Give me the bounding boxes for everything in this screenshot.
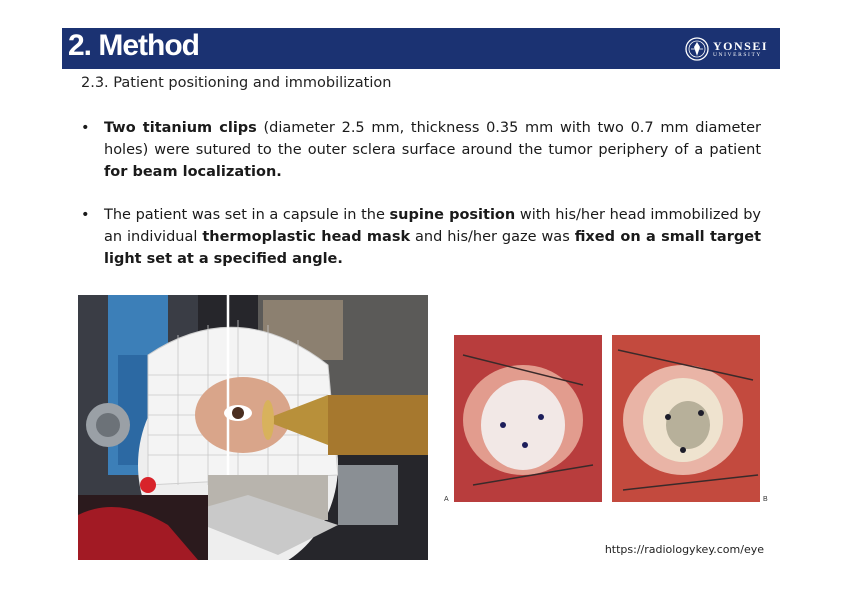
bold-text: for beam localization. <box>104 164 282 180</box>
bullet-dot: • <box>81 207 90 223</box>
slide-title: 2. Method <box>68 29 199 62</box>
bullet-item <box>81 117 761 183</box>
slide-header <box>62 28 780 69</box>
bullet-text: The patient was set in a capsule in the <box>104 207 390 223</box>
bold-text: Two titanium clips <box>104 120 257 136</box>
surgical-clips-photo <box>443 325 773 510</box>
bold-text: thermoplastic head mask <box>202 229 411 245</box>
section-subtitle: 2.3. Patient positioning and immobilization <box>81 75 392 91</box>
bullet-dot: • <box>81 120 90 136</box>
yonsei-logo <box>685 36 768 62</box>
logo-name: YONSEI <box>712 38 768 53</box>
bold-text: fixed on a small target light set at a specified angle. <box>104 229 762 267</box>
panel-a-label: A <box>444 496 449 503</box>
bold-text: supine position <box>389 207 516 223</box>
bullet-text: and his/her gaze was <box>410 229 575 245</box>
panel-b-label: B <box>763 496 768 503</box>
image-source-link[interactable]: https://radiologykey.com/eye <box>604 543 764 556</box>
bullet-text: (diameter 2.5 mm, thickness 0.35 mm with two 0.7 mm diameter holes) were sutured to the outer sclera surface around the tumor periphery of a patient <box>104 120 761 158</box>
logo-subtitle: UNIVERSITY <box>712 51 762 58</box>
bullet-list <box>81 117 761 291</box>
bullet-text: with his/her head immobilized by an individual <box>104 207 761 245</box>
bullet-item <box>81 204 761 270</box>
university-seal-icon <box>685 37 709 61</box>
patient-mask-photo <box>78 295 428 560</box>
